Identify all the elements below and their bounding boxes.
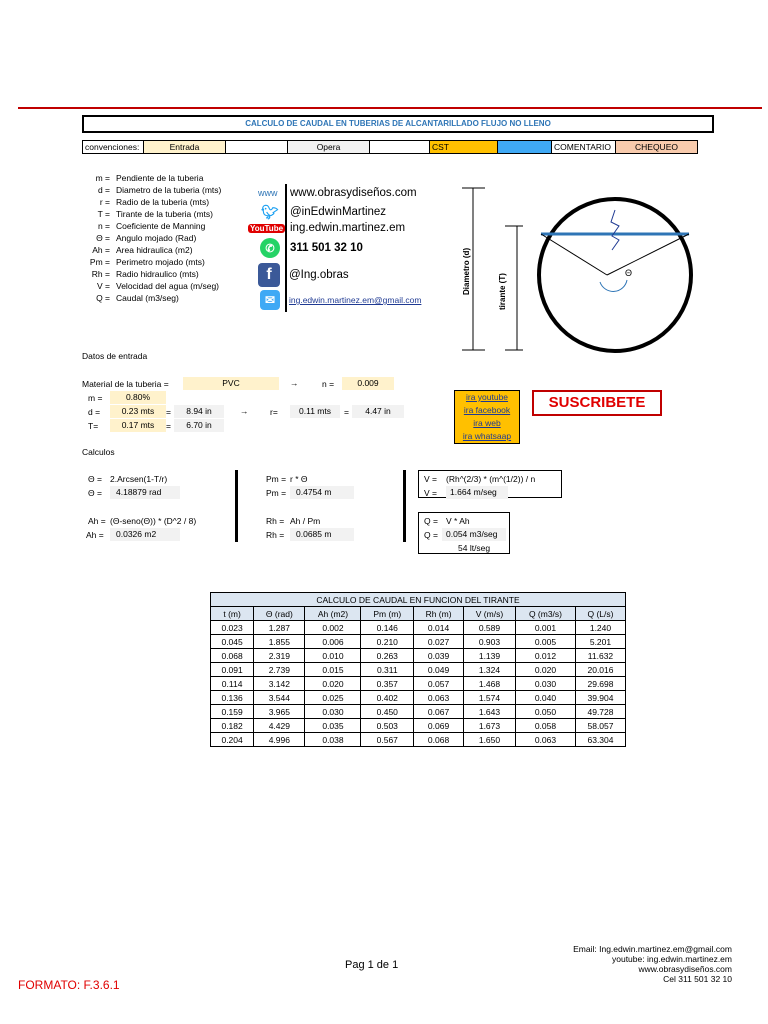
- table-cell: 0.058: [515, 719, 575, 733]
- table-cell: 1.287: [254, 621, 305, 635]
- table-cell: 0.182: [211, 719, 254, 733]
- theta-formula: 2.Arcsen(1-T/r): [110, 474, 168, 484]
- rh-formula: Ah / Pm: [290, 516, 321, 526]
- table-cell: 0.068: [211, 649, 254, 663]
- table-cell: 1.574: [464, 691, 516, 705]
- table-cell: 0.063: [515, 733, 575, 747]
- table-cell: 0.114: [211, 677, 254, 691]
- table-cell: 0.067: [414, 705, 464, 719]
- table-cell: 0.311: [361, 663, 414, 677]
- column-divider: [235, 470, 238, 542]
- table-cell: 3.965: [254, 705, 305, 719]
- table-row: [211, 733, 626, 747]
- column-header: Ah (m2): [305, 607, 361, 621]
- table-cell: 29.698: [575, 677, 625, 691]
- table-cell: 1.139: [464, 649, 516, 663]
- t-inches: 6.70 in: [174, 419, 224, 432]
- table-cell: 0.069: [414, 719, 464, 733]
- table-cell: 3.544: [254, 691, 305, 705]
- table-cell: 0.204: [211, 733, 254, 747]
- r-inches: 4.47 in: [352, 405, 404, 418]
- conventions-legend: [82, 140, 698, 154]
- table-cell: 0.450: [361, 705, 414, 719]
- table-cell: 58.057: [575, 719, 625, 733]
- header-rule: [18, 107, 762, 109]
- table-cell: 4.429: [254, 719, 305, 733]
- v-formula-label: V =: [424, 474, 437, 484]
- social-email: [260, 290, 421, 310]
- table-cell: 0.030: [305, 705, 361, 719]
- ah-label: Ah =: [86, 530, 104, 540]
- social-web: www www.obrasydiseños.com: [258, 187, 417, 199]
- footer-web: www.obrasydiseños.com: [638, 964, 732, 974]
- table-cell: 1.650: [464, 733, 516, 747]
- equals-sign: =: [166, 421, 171, 431]
- table-cell: 1.324: [464, 663, 516, 677]
- q-label: Q =: [424, 530, 438, 540]
- table-cell: 0.050: [515, 705, 575, 719]
- theta-label: Θ =: [88, 488, 102, 498]
- table-cell: 0.006: [305, 635, 361, 649]
- table-header-row: [211, 607, 626, 621]
- table-cell: 3.142: [254, 677, 305, 691]
- material-input[interactable]: PVC: [183, 377, 279, 390]
- table-cell: 0.023: [211, 621, 254, 635]
- link-youtube[interactable]: ira youtube: [465, 392, 509, 402]
- table-cell: 49.728: [575, 705, 625, 719]
- convention-spacer: [370, 140, 430, 154]
- table-cell: 63.304: [575, 733, 625, 747]
- table-cell: 1.643: [464, 705, 516, 719]
- m-input[interactable]: 0.80%: [110, 391, 166, 404]
- table-cell: 0.040: [515, 691, 575, 705]
- column-header: t (m): [211, 607, 254, 621]
- tirante-label: tirante (T): [498, 273, 507, 310]
- definition-item: m = Pendiente de la tuberia: [95, 173, 204, 183]
- definition-item: Pm = Perimetro mojado (mts): [89, 257, 205, 267]
- table-row: [211, 719, 626, 733]
- link-whatsapp[interactable]: ira whatsaap: [462, 431, 512, 441]
- twitter-icon: 🐦︎: [260, 202, 280, 222]
- table-row: [211, 649, 626, 663]
- table-cell: 0.057: [414, 677, 464, 691]
- column-header: Θ (rad): [254, 607, 305, 621]
- n-input[interactable]: 0.009: [342, 377, 394, 390]
- convention-comentario-swatch: [498, 140, 552, 154]
- q-liters: 54 lt/seg: [458, 543, 491, 553]
- definition-item: Rh = Radio hidraulico (mts): [91, 269, 199, 279]
- table-cell: 0.035: [305, 719, 361, 733]
- column-header: V (m/s): [464, 607, 516, 621]
- table-cell: 5.201: [575, 635, 625, 649]
- table-cell: 1.673: [464, 719, 516, 733]
- table-cell: 0.020: [515, 663, 575, 677]
- v-label: V =: [424, 488, 437, 498]
- table-cell: 0.020: [305, 677, 361, 691]
- convention-cst: CST: [430, 140, 498, 154]
- v-value: 1.664 m/seg: [446, 486, 508, 499]
- arrow-icon: →: [290, 378, 299, 388]
- table-cell: 0.002: [305, 621, 361, 635]
- table-cell: 0.063: [414, 691, 464, 705]
- subscribe-button[interactable]: SUSCRIBETE: [532, 390, 662, 416]
- table-cell: 0.159: [211, 705, 254, 719]
- table-row: [211, 635, 626, 649]
- web-icon: www: [258, 188, 278, 198]
- rh-label: Rh =: [266, 530, 285, 540]
- rh-formula-label: Rh =: [266, 516, 285, 526]
- table-cell: 1.240: [575, 621, 625, 635]
- footer-cel: Cel 311 501 32 10: [663, 974, 732, 984]
- definition-item: Q = Caudal (m3/seg): [96, 293, 179, 303]
- pm-formula: r * Θ: [290, 474, 308, 484]
- social-whatsapp: ✆ 311 501 32 10: [260, 238, 363, 258]
- table-cell: 0.263: [361, 649, 414, 663]
- table-cell: 0.091: [211, 663, 254, 677]
- email-link[interactable]: ing.edwin.martinez.em@gmail.com: [289, 295, 422, 305]
- table-cell: 0.068: [414, 733, 464, 747]
- convention-entrada: Entrada: [144, 140, 226, 154]
- table-title: CALCULO DE CAUDAL EN FUNCION DEL TIRANTE: [211, 593, 626, 607]
- table-cell: 0.567: [361, 733, 414, 747]
- diameter-label: Diametro (d): [462, 247, 471, 295]
- q-formula: V * Ah: [446, 516, 470, 526]
- convention-opera: Opera: [288, 140, 370, 154]
- ah-formula-label: Ah =: [88, 516, 106, 526]
- pipe-diagram: [455, 180, 705, 355]
- pm-formula-label: Pm =: [266, 474, 287, 484]
- youtube-icon: YouTube: [250, 223, 284, 233]
- table-cell: 0.503: [361, 719, 414, 733]
- table-cell: 0.402: [361, 691, 414, 705]
- social-youtube: YouTube ing.edwin.martinez.em: [250, 222, 406, 234]
- convention-spacer: [226, 140, 288, 154]
- theta-formula-label: Θ =: [88, 474, 102, 484]
- theta-label: Θ: [625, 268, 633, 278]
- page-number: Pag 1 de 1: [345, 959, 399, 971]
- rh-value: 0.0685 m: [290, 528, 354, 541]
- pm-label: Pm =: [266, 488, 287, 498]
- table-cell: 0.039: [414, 649, 464, 663]
- definition-item: V = Velocidad del agua (m/seg): [97, 281, 220, 291]
- equals-sign: =: [344, 407, 349, 417]
- q-value: 0.054 m3/seg: [442, 528, 506, 541]
- t-label: T=: [88, 421, 99, 431]
- q-formula-label: Q =: [424, 516, 438, 526]
- t-input[interactable]: 0.17 mts: [110, 419, 166, 432]
- column-header: Q (L/s): [575, 607, 625, 621]
- table-cell: 0.025: [305, 691, 361, 705]
- table-cell: 0.210: [361, 635, 414, 649]
- facebook-icon: f: [258, 263, 280, 287]
- link-web[interactable]: ira web: [473, 418, 501, 428]
- format-code: FORMATO: F.3.6.1: [18, 978, 120, 992]
- table-cell: 0.903: [464, 635, 516, 649]
- column-header: Pm (m): [361, 607, 414, 621]
- table-cell: 0.010: [305, 649, 361, 663]
- material-label: Material de la tuberia =: [82, 379, 169, 389]
- results-table: [210, 592, 626, 747]
- arrow-icon: →: [240, 406, 249, 416]
- table-row: [211, 663, 626, 677]
- table-cell: 0.012: [515, 649, 575, 663]
- table-cell: 2.319: [254, 649, 305, 663]
- d-input[interactable]: 0.23 mts: [110, 405, 166, 418]
- footer-youtube: youtube: ing.edwin.martinez.em: [611, 954, 732, 964]
- ah-value: 0.0326 m2: [110, 528, 180, 541]
- r-label: r=: [270, 407, 278, 417]
- table-cell: 0.136: [211, 691, 254, 705]
- table-cell: 0.005: [515, 635, 575, 649]
- table-cell: 1.855: [254, 635, 305, 649]
- table-cell: 39.904: [575, 691, 625, 705]
- definition-item: d = Diametro de la tuberia (mts): [97, 185, 222, 195]
- table-row: [211, 705, 626, 719]
- table-body: [211, 621, 626, 747]
- column-divider: [403, 470, 406, 542]
- table-cell: 0.015: [305, 663, 361, 677]
- calculos-heading: Calculos: [82, 447, 115, 457]
- whatsapp-icon: ✆: [260, 238, 280, 258]
- table-cell: 20.016: [575, 663, 625, 677]
- table-cell: 0.045: [211, 635, 254, 649]
- table-cell: 0.589: [464, 621, 516, 635]
- social-twitter: 🐦︎ @inEdwinMartinez: [260, 202, 386, 222]
- definition-item: Θ = Angulo mojado (Rad): [96, 233, 197, 243]
- email-icon: ✉: [260, 290, 280, 310]
- table-cell: 0.038: [305, 733, 361, 747]
- footer-contact: [573, 944, 732, 984]
- definition-item: n = Coeficiente de Manning: [97, 221, 206, 231]
- datos-heading: Datos de entrada: [82, 351, 148, 361]
- table-row: [211, 621, 626, 635]
- definitions-list: [80, 172, 221, 304]
- column-header: Q (m3/s): [515, 607, 575, 621]
- table-cell: 0.001: [515, 621, 575, 635]
- n-label: n =: [322, 379, 335, 389]
- table-cell: 4.996: [254, 733, 305, 747]
- column-header: Rh (m): [414, 607, 464, 621]
- pm-value: 0.4754 m: [290, 486, 354, 499]
- table-cell: 0.014: [414, 621, 464, 635]
- d-label: d =: [88, 407, 101, 417]
- definition-item: Ah = Area hidraulica (m2): [92, 245, 193, 255]
- theta-value: 4.18879 rad: [110, 486, 180, 499]
- d-inches: 8.94 in: [174, 405, 224, 418]
- link-facebook[interactable]: ira facebook: [463, 405, 511, 415]
- table-cell: 1.468: [464, 677, 516, 691]
- convention-comentario: COMENTARIO: [552, 140, 616, 154]
- table-cell: 0.027: [414, 635, 464, 649]
- v-formula: (Rh^(2/3) * (m^(1/2)) / n: [446, 474, 536, 484]
- footer-email: Email: Ing.edwin.martinez.em@gmail.com: [573, 944, 732, 954]
- social-facebook: f @Ing.obras: [258, 263, 349, 287]
- page-title: CALCULO DE CAUDAL EN TUBERIAS DE ALCANTARILLADO FLUJO NO LLENO: [82, 115, 714, 133]
- table-cell: 0.357: [361, 677, 414, 691]
- table-row: [211, 677, 626, 691]
- definition-item: T = Tirante de la tuberia (mts): [97, 209, 213, 219]
- table-cell: 0.030: [515, 677, 575, 691]
- table-cell: 11.632: [575, 649, 625, 663]
- definition-item: r = Radio de la tuberia (mts): [99, 197, 210, 207]
- table-row: [211, 691, 626, 705]
- links-panel: [454, 390, 520, 444]
- table-cell: 2.739: [254, 663, 305, 677]
- r-value: 0.11 mts: [290, 405, 340, 418]
- table-cell: 0.049: [414, 663, 464, 677]
- conventions-label: convenciones:: [82, 140, 144, 154]
- equals-sign: =: [166, 407, 171, 417]
- convention-chequeo: CHEQUEO: [616, 140, 698, 154]
- m-label: m =: [88, 393, 103, 403]
- table-cell: 0.146: [361, 621, 414, 635]
- ah-formula: (Θ-seno(Θ)) * (D^2 / 8): [110, 516, 197, 526]
